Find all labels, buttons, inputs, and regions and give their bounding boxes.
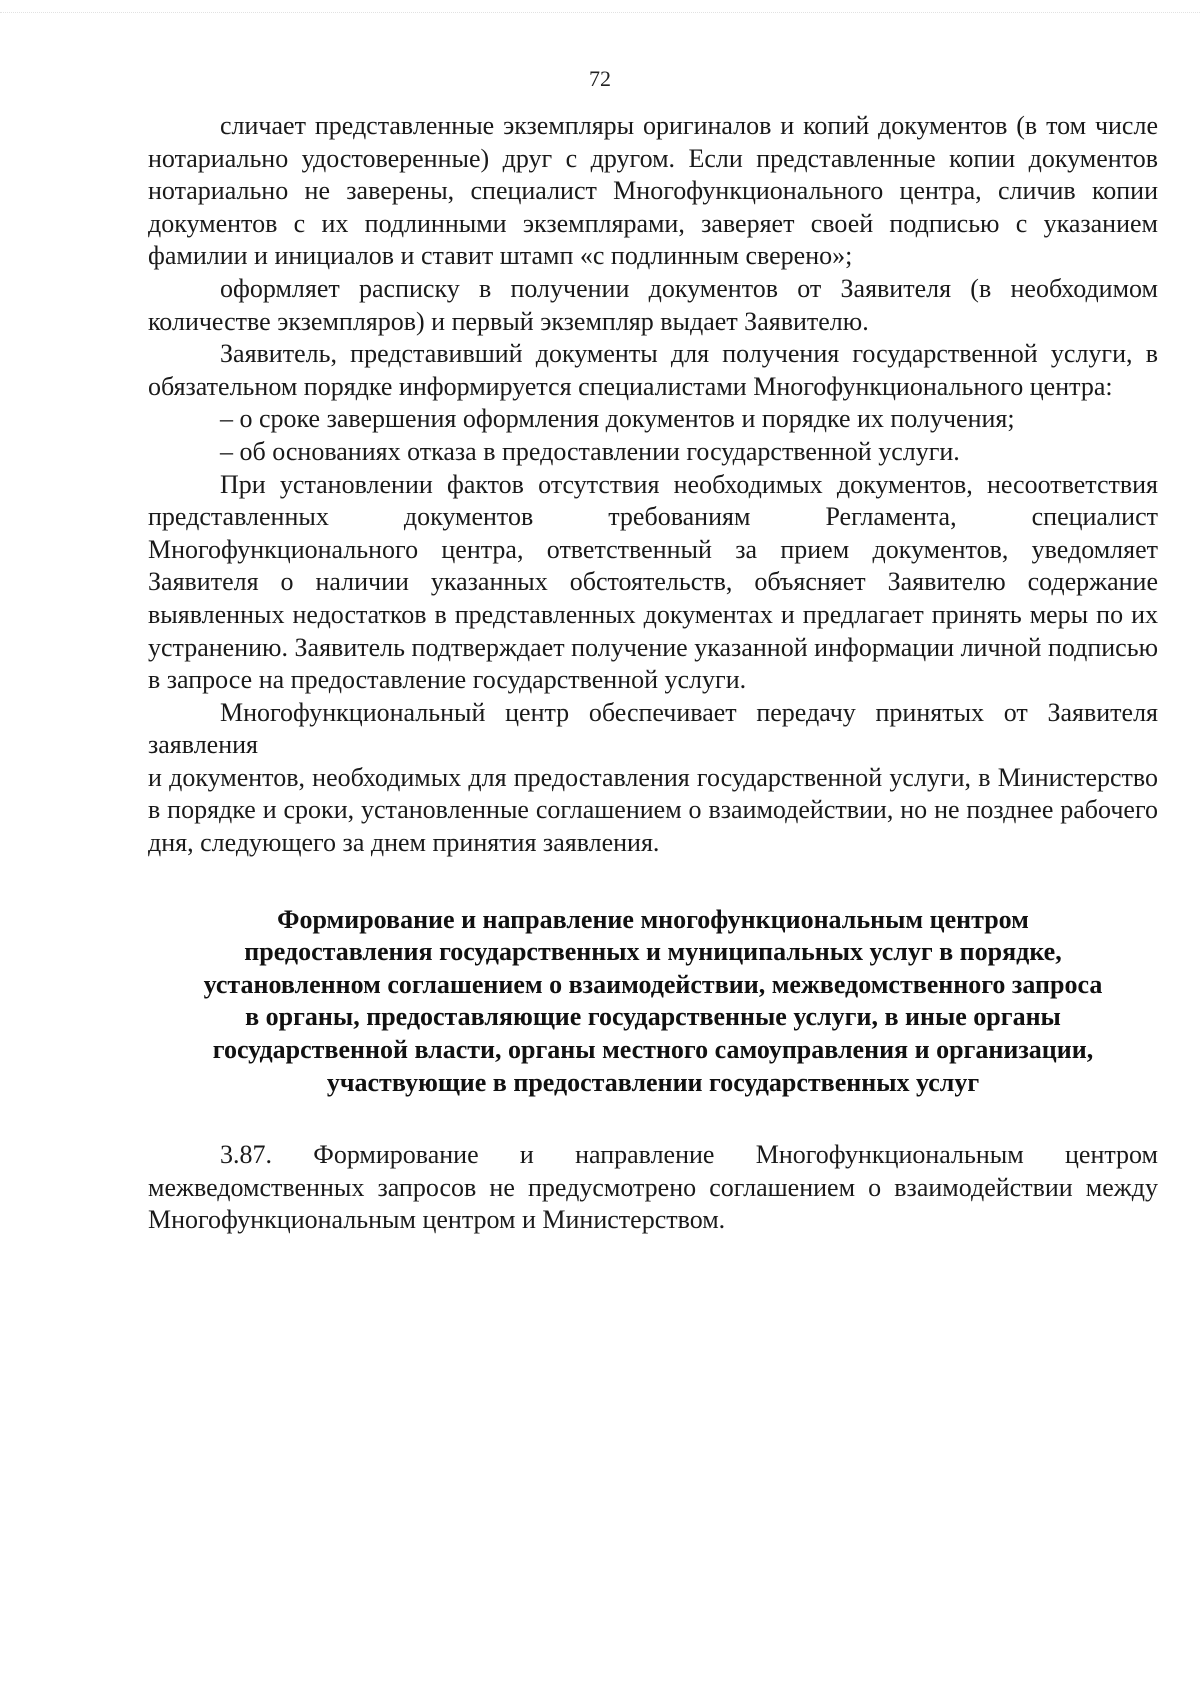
paragraph-collation: сличает представленные экземпляры оригиналов и копий документов (в том числе нотариально удостоверенные) друг с другом. Если представленные копии документов нотариально не заверены, специалист Многофункционального центра, сличив копии документов с их подлинными экземплярами, заверяет своей подписью с указанием фамилии и инициалов и ставит штамп «с подлинным сверено»;	[148, 111, 1158, 271]
paragraph-missing-documents: При установлении фактов отсутствия необходимых документов, несоответствия представленных документов требованиям Регламента, специалист Многофункционального центра, ответственный за прием документов, уведомляет Заявителя о наличии указанных обстоятельств, объясняет Заявителю содержание выявленных недостатков в представленных документах и предлагает принять меры по их устранению. Заявитель подтверждает получение указанной информации личной подписью в запросе на предоставление государственной услуги.	[148, 469, 1158, 695]
heading-line: установленном соглашением о взаимодействии, межведомственного запроса	[203, 969, 1103, 999]
heading-line: государственной власти, органы местного самоуправления и организации,	[212, 1035, 1094, 1065]
list-item-refusal-grounds: – об основаниях отказа в предоставлении государственной услуги.	[220, 436, 960, 466]
heading-line: участвующие в предоставлении государственных услуг	[326, 1067, 980, 1097]
section-heading	[148, 904, 1158, 1100]
paragraph-receipt: оформляет расписку в получении документов от Заявителя (в необходимом количестве экземпляров) и первый экземпляр выдает Заявителю.	[148, 273, 1158, 336]
list-item-deadline: – о сроке завершения оформления документов и порядке их получения;	[220, 404, 1015, 434]
heading-line: предоставления государственных и муниципальных услуг в порядке,	[244, 937, 1062, 967]
paragraph-transfer-continued: и документов, необходимых для предоставления государственной услуги, в Министерство в порядке и сроки, установленные соглашением о взаимодействии, но не позднее рабочего дня, следующего за днем принятия заявления.	[148, 762, 1158, 858]
paragraph-transfer-start: Многофункциональный центр обеспечивает передачу принятых от Заявителя заявления	[148, 697, 1158, 760]
document-body	[148, 110, 1158, 1237]
paragraph-3-87: 3.87. Формирование и направление Многофункциональным центром межведомственных запросов не предусмотрено соглашением о взаимодействии между Многофункциональным центром и Министерством.	[148, 1140, 1158, 1235]
paragraph-applicant-informed: Заявитель, представивший документы для получения государственной услуги, в обязательном порядке информируется специалистами Многофункционального центра:	[148, 339, 1158, 401]
page-number: 72	[589, 66, 611, 91]
heading-line: в органы, предоставляющие государственные услуги, в иные органы	[245, 1002, 1061, 1032]
heading-line: Формирование и направление многофункциональным центром	[277, 904, 1029, 934]
scan-edge-artifact	[0, 12, 1200, 21]
